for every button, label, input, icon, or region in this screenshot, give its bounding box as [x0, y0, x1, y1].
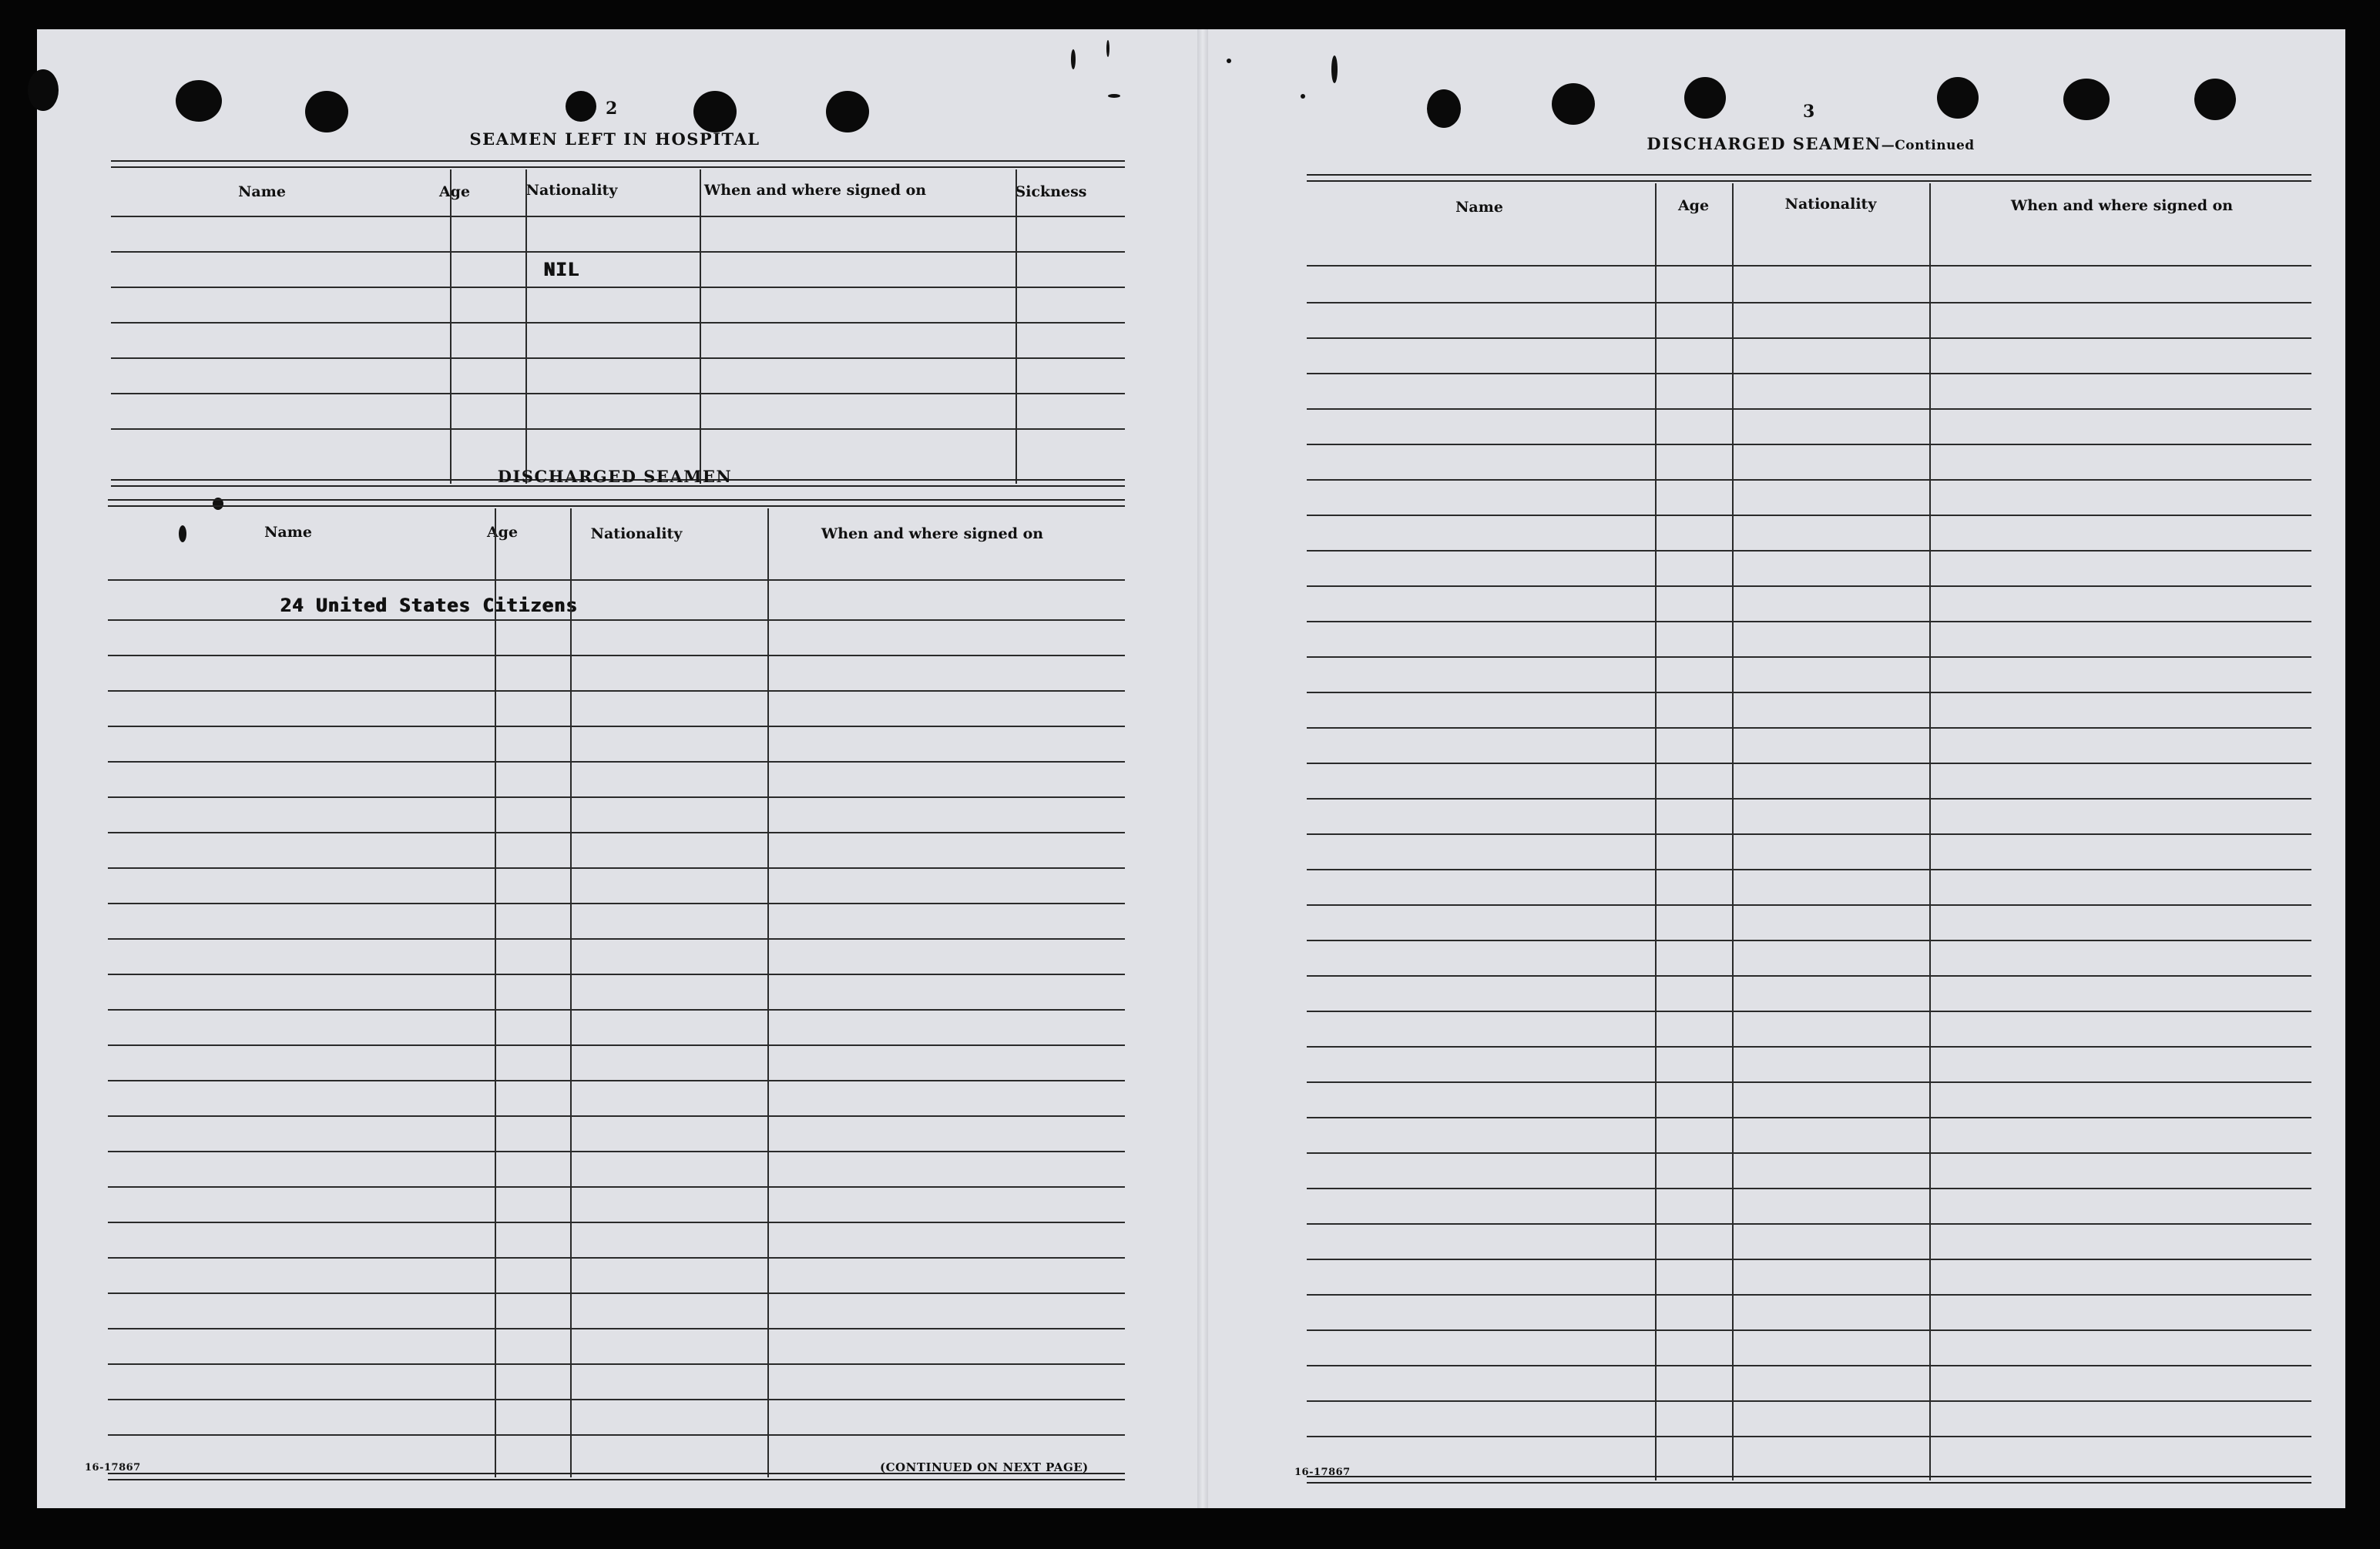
row-rule	[1307, 763, 2311, 764]
column-header-name: Name	[264, 524, 312, 541]
column-header-name: Name	[238, 183, 286, 200]
column-rule	[570, 508, 572, 1477]
column-header-name: Name	[1455, 199, 1503, 216]
row-rule	[1307, 904, 2311, 906]
continued-note: (CONTINUED ON NEXT PAGE)	[880, 1460, 1089, 1474]
row-rule	[108, 1080, 1125, 1081]
row-rule	[1307, 621, 2311, 622]
row-rule	[1307, 515, 2311, 516]
row-rule	[108, 655, 1125, 656]
discharged-table	[108, 499, 1125, 1477]
row-rule	[1307, 1294, 2311, 1296]
table-top-rule	[108, 499, 1125, 507]
form-number: 16-17867	[1294, 1467, 1351, 1478]
row-rule	[1307, 1188, 2311, 1189]
row-rule	[1307, 692, 2311, 693]
row-rule	[108, 1044, 1125, 1046]
row-rule	[1307, 727, 2311, 729]
center-fold	[1197, 29, 1208, 1508]
row-rule	[1307, 337, 2311, 339]
row-rule	[1307, 940, 2311, 941]
row-rule	[108, 974, 1125, 975]
column-rule	[1655, 183, 1657, 1480]
column-rule	[525, 169, 527, 484]
row-rule	[1307, 585, 2311, 587]
row-rule	[111, 357, 1125, 359]
row-rule	[111, 287, 1125, 288]
column-rule	[495, 508, 496, 1477]
row-rule	[108, 1363, 1125, 1365]
row-rule	[108, 1399, 1125, 1400]
row-rule	[1307, 479, 2311, 481]
row-rule	[1307, 798, 2311, 800]
row-rule	[1307, 656, 2311, 658]
row-rule	[108, 726, 1125, 727]
table-bottom-rule	[1307, 1476, 2311, 1484]
column-header-signed-on: When and where signed on	[2010, 197, 2234, 214]
row-rule	[1307, 1436, 2311, 1437]
hospital-section-title: SEAMEN LEFT IN HOSPITAL	[469, 129, 760, 149]
discharged-continued-suffix: —Continued	[1881, 138, 1975, 153]
column-rule	[767, 508, 769, 1477]
row-rule	[108, 1434, 1125, 1436]
table-top-rule	[111, 160, 1125, 168]
column-header-nationality: Nationality	[525, 182, 618, 199]
row-rule	[108, 1222, 1125, 1223]
table-top-rule	[1307, 174, 2311, 182]
column-header-age: Age	[486, 524, 519, 541]
row-rule	[1307, 302, 2311, 303]
header-rule	[111, 216, 1125, 217]
row-rule	[111, 428, 1125, 430]
column-rule	[700, 169, 701, 484]
left-page	[37, 29, 1197, 1508]
page-number: 3	[1803, 102, 1815, 122]
row-rule	[1307, 1152, 2311, 1154]
row-rule	[1307, 1046, 2311, 1048]
row-rule	[1307, 1259, 2311, 1260]
column-header-age: Age	[438, 183, 471, 200]
column-header-nationality: Nationality	[590, 525, 683, 542]
discharged-continued-title	[1647, 134, 1974, 153]
row-rule	[108, 1257, 1125, 1259]
header-rule	[108, 579, 1125, 581]
row-rule	[1307, 869, 2311, 870]
row-rule	[1307, 444, 2311, 445]
column-rule	[1929, 183, 1931, 1480]
row-rule	[1307, 408, 2311, 410]
row-rule	[1307, 975, 2311, 977]
row-rule	[111, 393, 1125, 394]
row-rule	[1307, 1223, 2311, 1225]
column-rule	[1732, 183, 1734, 1480]
discharged-continued-title-main: DISCHARGED SEAMEN	[1647, 134, 1882, 153]
hospital-table	[111, 160, 1125, 484]
row-rule	[108, 1151, 1125, 1152]
column-header-age: Age	[1677, 197, 1710, 214]
header-rule	[1307, 265, 2311, 267]
discharged-entry: 24 United States Citizens	[280, 595, 579, 616]
column-header-signed-on: When and where signed on	[703, 182, 927, 199]
row-rule	[108, 1328, 1125, 1329]
row-rule	[108, 761, 1125, 763]
right-page	[1208, 29, 2345, 1508]
row-rule	[1307, 1011, 2311, 1012]
row-rule	[108, 619, 1125, 621]
row-rule	[108, 796, 1125, 798]
discharged-section-title: DISCHARGED SEAMEN	[497, 467, 733, 486]
column-rule	[1015, 169, 1017, 484]
column-header-signed-on: When and where signed on	[821, 525, 1044, 542]
row-rule	[108, 832, 1125, 833]
row-rule	[1307, 833, 2311, 835]
row-rule	[108, 690, 1125, 692]
row-rule	[108, 938, 1125, 940]
row-rule	[108, 1293, 1125, 1294]
row-rule	[111, 322, 1125, 324]
hospital-entry: NIL	[544, 259, 580, 280]
page-number: 2	[606, 99, 618, 119]
row-rule	[1307, 1365, 2311, 1366]
column-rule	[450, 169, 451, 484]
row-rule	[108, 903, 1125, 904]
row-rule	[108, 1009, 1125, 1011]
row-rule	[108, 1115, 1125, 1117]
row-rule	[1307, 373, 2311, 374]
row-rule	[108, 1186, 1125, 1188]
column-header-sickness: Sickness	[1015, 183, 1087, 200]
row-rule	[1307, 1329, 2311, 1331]
column-header-nationality: Nationality	[1784, 196, 1877, 213]
row-rule	[1307, 1400, 2311, 1402]
row-rule	[108, 867, 1125, 869]
discharged-continued-table	[1307, 174, 2311, 1480]
row-rule	[111, 251, 1125, 253]
form-number: 16-17867	[85, 1462, 141, 1474]
row-rule	[1307, 550, 2311, 552]
row-rule	[1307, 1081, 2311, 1083]
document-sheet	[37, 29, 2345, 1508]
row-rule	[1307, 1117, 2311, 1118]
